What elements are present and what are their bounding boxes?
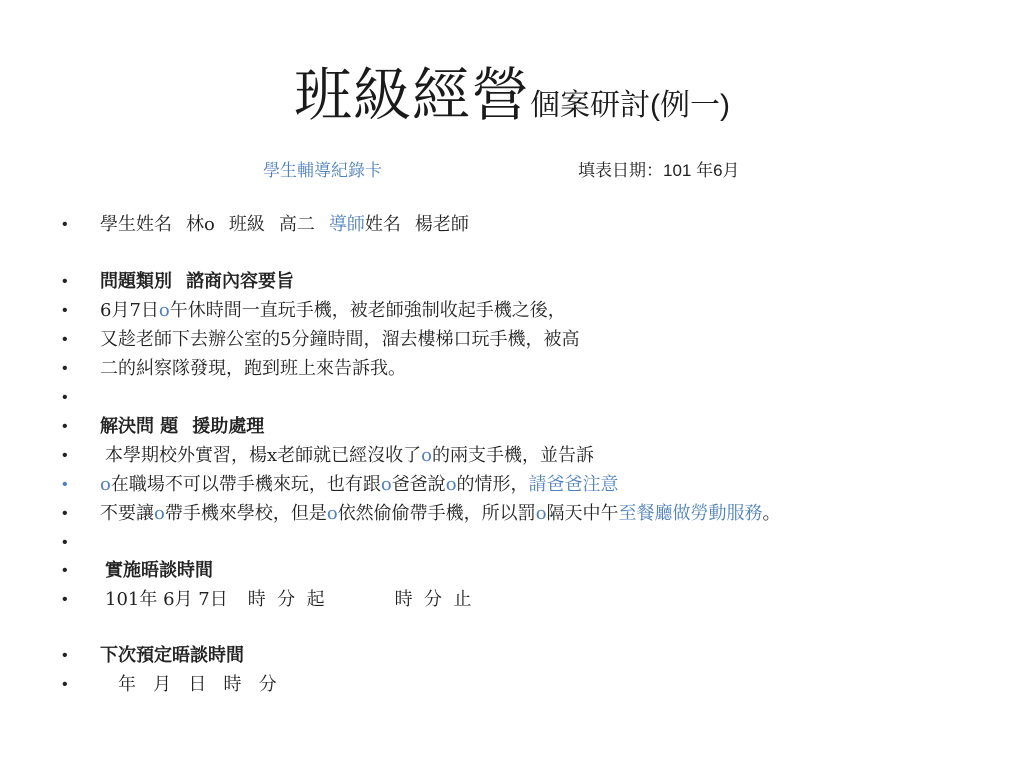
bullet-icon: • <box>62 447 68 464</box>
list-item-problem-line1 <box>62 298 1012 324</box>
bullet-icon: • <box>62 418 68 435</box>
teacher-label: 姓名 <box>364 214 401 235</box>
bullet-icon: • <box>62 647 68 664</box>
list-item-problem-line2 <box>62 327 1012 353</box>
bullet-icon: • <box>62 273 68 290</box>
next-session-heading: 下次預定晤談時間 <box>100 645 244 666</box>
solution-line3-e: 依然偷偷帶手機，所以罰 <box>337 503 536 524</box>
bullet-icon: • <box>62 534 68 551</box>
solution-heading-b: 援助處理 <box>192 416 265 437</box>
solution-line2-c: o <box>380 474 392 495</box>
list-item-next-session-heading <box>62 643 1012 669</box>
solution-line3-i: 。 <box>762 503 781 524</box>
list-item-empty <box>62 385 1012 411</box>
slide-title <box>0 48 1024 132</box>
next-session-fields: 年 月 日 時 分 <box>118 674 277 695</box>
session-end: 時 分 止 <box>394 589 472 610</box>
list-item-solution-line3 <box>62 501 1012 527</box>
bullet-icon: • <box>62 389 68 406</box>
solution-line3-d: o <box>326 503 338 524</box>
bullet-icon: • <box>62 302 68 319</box>
student-name-label: 學生姓名 <box>100 214 172 235</box>
solution-line3-c: 帶手機來學校，但是 <box>164 503 327 524</box>
solution-line1-b: o <box>421 445 432 466</box>
teacher-label-highlight: 導師 <box>328 214 365 235</box>
list-item-solution-heading <box>62 414 1012 440</box>
student-name-value: 林o <box>186 214 215 235</box>
bullet-icon: • <box>62 505 68 522</box>
list-item-student-info <box>62 212 1012 238</box>
title-sub: 個案研討 <box>530 88 651 123</box>
list-item-session-heading <box>62 558 1012 584</box>
session-heading: 實施晤談時間 <box>105 560 213 581</box>
problem-line1-a: 6月7日 <box>100 300 159 321</box>
solution-line2-d: 爸爸說 <box>391 474 446 495</box>
solution-line3-a: 不要讓 <box>100 503 154 524</box>
problem-line1-b: o <box>158 300 170 321</box>
solution-line2-f: 的情形， <box>456 474 529 495</box>
card-title: 學生輔導紀錄卡 <box>263 161 382 181</box>
title-paren: (例一) <box>650 89 730 122</box>
list-item-solution-line1 <box>62 443 1012 469</box>
bullet-icon: • <box>62 331 68 348</box>
solution-line2-g: 請爸爸注意 <box>528 474 619 495</box>
problem-heading-a: 問題類別 <box>100 271 172 292</box>
solution-line3-b: o <box>154 503 165 524</box>
problem-line1-c: 午休時間一直玩手機，被老師強制收起手機之後， <box>169 300 566 321</box>
bullet-icon: • <box>62 676 68 693</box>
solution-heading-a: 解決問 題 <box>100 416 179 437</box>
solution-line3-h: 至餐廳做勞動服務 <box>618 503 763 524</box>
list-item-problem-line3 <box>62 356 1012 382</box>
solution-line2-e: o <box>445 474 457 495</box>
session-date: 101年 6月 7日 <box>105 589 228 610</box>
date-label: 填表日期： <box>578 161 663 181</box>
card-date <box>578 156 740 181</box>
class-value: 高二 <box>278 214 315 235</box>
problem-heading-b: 諮商內容要旨 <box>186 271 294 292</box>
solution-line2-b: 在職場不可以帶手機來玩，也有跟 <box>110 474 381 495</box>
problem-line3: 二的糾察隊發現，跑到班上來告訴我。 <box>100 358 406 379</box>
bullet-icon: • <box>62 360 68 377</box>
bullet-icon: • <box>62 216 68 233</box>
list-item-empty <box>62 530 1012 556</box>
session-start: 時 分 起 <box>247 589 325 610</box>
list-item-next-session-fields <box>62 672 1012 698</box>
problem-line2: 又趁老師下去辦公室的5分鐘時間，溜去樓梯口玩手機，被高 <box>100 329 580 350</box>
list-item-solution-line2 <box>62 472 1012 498</box>
solution-line2-a: o <box>100 474 111 495</box>
bullet-icon: • <box>62 476 68 493</box>
list-item-problem-heading <box>62 269 1012 295</box>
bullet-icon: • <box>62 591 68 608</box>
bullet-icon: • <box>62 562 68 579</box>
title-main: 班級經營 <box>294 61 531 129</box>
list-item-session-time <box>62 587 1012 613</box>
solution-line1-a: 本學期校外實習，楊x老師就已經沒收了 <box>105 445 422 466</box>
solution-line3-f: o <box>535 503 547 524</box>
date-value: 101 年6月 <box>663 161 740 180</box>
solution-line1-c: 的兩支手機，並告訴 <box>432 445 594 466</box>
class-label: 班級 <box>228 214 265 235</box>
solution-line3-g: 隔天中午 <box>546 503 619 524</box>
teacher-value: 楊老師 <box>414 214 469 235</box>
